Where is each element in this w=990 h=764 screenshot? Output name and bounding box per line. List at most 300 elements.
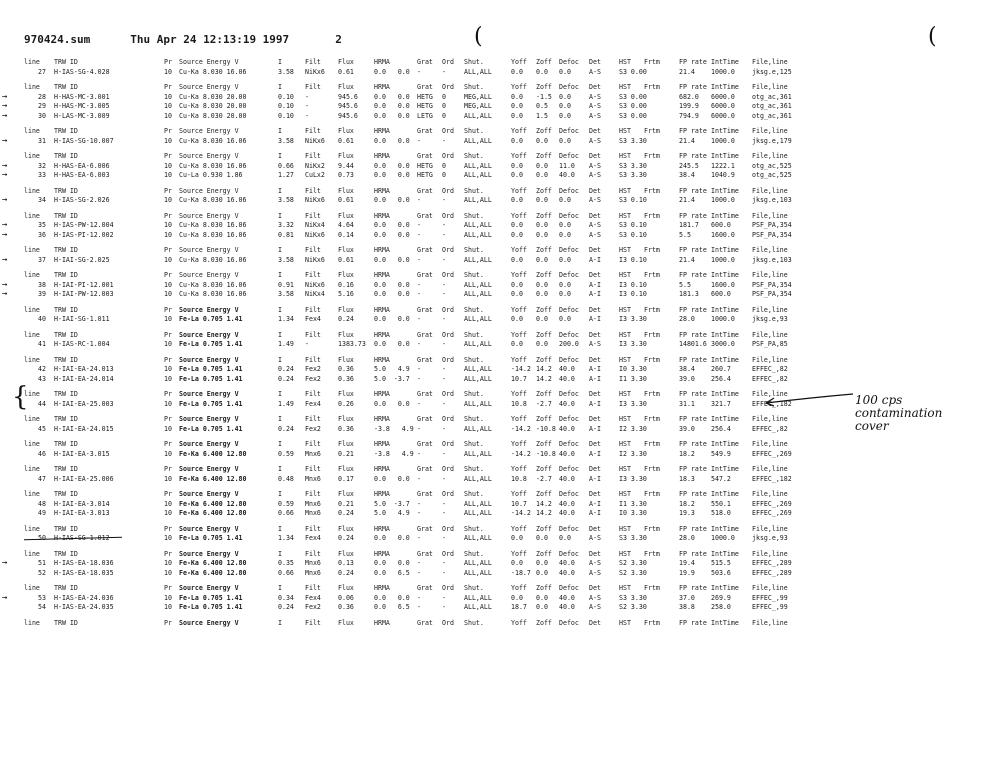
- cell-trw: H-IAI-EA-3.014: [54, 499, 110, 508]
- cell-fprate: 18.2: [679, 449, 695, 458]
- cell-hst: I3 3.30: [619, 474, 647, 483]
- cell-zoff: 0.0: [536, 593, 548, 602]
- cell-inttime: 1000.0: [711, 67, 735, 76]
- cell-hrma: 0.0 0.0: [374, 255, 410, 264]
- cell-src: Cu-Ka 8.030 20.00: [179, 92, 247, 101]
- cell-src: Fe-Ka 6.400 12.80: [179, 559, 247, 567]
- column-header-frtm: Frtm: [644, 330, 660, 339]
- cell-filt: NiKx6: [305, 136, 325, 145]
- column-header-shut: Shut.: [464, 152, 484, 160]
- column-header-frtm: Frtm: [644, 355, 660, 364]
- column-header-hst: HST: [619, 618, 631, 627]
- cell-shut: ALL,ALL: [464, 399, 492, 408]
- column-header-filt: Filt: [305, 415, 321, 423]
- column-header-hst: HST: [619, 305, 631, 314]
- column-header-line: line: [24, 271, 40, 279]
- cell-flux: 0.26: [338, 399, 354, 408]
- cell-flux: 0.06: [338, 593, 354, 602]
- column-header-src: Source Energy V: [179, 390, 239, 398]
- column-header-trw: TRW ID: [54, 465, 78, 473]
- cell-trw: H-IAS-RC-1.004: [54, 340, 110, 348]
- cell-i: 0.10: [278, 92, 294, 101]
- cell-hst: S2 3.30: [619, 603, 647, 611]
- cell-grat: -: [417, 399, 421, 408]
- cell-pr: 10: [164, 365, 172, 373]
- cell-fprate: 19.4: [679, 559, 695, 567]
- cell-shut: ALL,ALL: [464, 593, 492, 602]
- handwritten-arrow-icon: →: [2, 279, 8, 290]
- handwritten-arrow-icon: →: [2, 592, 8, 603]
- cell-line: 38: [38, 280, 46, 289]
- column-header-file: File,line: [752, 440, 788, 448]
- cell-grat: -: [417, 509, 421, 517]
- column-header-fprate: FP rate: [679, 524, 707, 533]
- column-header-inttime: IntTime: [711, 415, 739, 423]
- cell-line: 49: [38, 509, 46, 517]
- column-header-hrma: HRMA: [374, 465, 390, 473]
- column-header-ord: Ord: [442, 58, 454, 66]
- cell-det: A-I: [589, 280, 601, 289]
- cell-zoff: 0.0: [536, 221, 548, 229]
- cell-hrma: 0.0 0.0: [374, 171, 410, 179]
- handwritten-paren-mark: (: [928, 24, 937, 49]
- column-header-det: Det: [589, 305, 601, 314]
- cell-ord: -: [442, 290, 446, 298]
- cell-hrma: 0.0 0.0: [374, 221, 410, 229]
- column-header-inttime: IntTime: [711, 127, 739, 135]
- cell-defoc: 0.0: [559, 221, 571, 229]
- column-header-filt: Filt: [305, 524, 321, 533]
- column-header-file: File,line: [752, 415, 788, 423]
- cell-flux: 945.6: [338, 111, 358, 120]
- column-header-det: Det: [589, 549, 601, 558]
- cell-defoc: 0.0: [559, 534, 571, 542]
- cell-flux: 1383.73: [338, 340, 366, 348]
- cell-det: A-S: [589, 136, 601, 145]
- column-header-flux: Flux: [338, 549, 354, 558]
- cell-hrma: 5.0 4.9: [374, 509, 410, 517]
- cell-shut: ALL,ALL: [464, 534, 492, 542]
- column-header-inttime: IntTime: [711, 83, 739, 91]
- cell-zoff: 0.0: [536, 230, 548, 239]
- column-header-file: File,line: [752, 246, 788, 254]
- cell-ord: -: [442, 449, 446, 458]
- cell-filt: -: [305, 340, 309, 348]
- column-header-yoff: Yoff: [511, 246, 527, 254]
- cell-fprate: 181.3: [679, 290, 699, 298]
- column-header-defoc: Defoc: [559, 618, 579, 627]
- column-header-det: Det: [589, 127, 601, 135]
- cell-flux: 0.73: [338, 171, 354, 179]
- column-header-flux: Flux: [338, 271, 354, 279]
- cell-flux: 0.36: [338, 374, 354, 383]
- column-header-line: line: [24, 127, 40, 135]
- cell-yoff: 0.0: [511, 221, 523, 229]
- cell-pr: 10: [164, 474, 172, 483]
- cell-inttime: 6000.0: [711, 111, 735, 120]
- cell-filt: NiKx6: [305, 280, 325, 289]
- cell-shut: ALL,ALL: [464, 136, 492, 145]
- cell-i: 0.66: [278, 161, 294, 170]
- cell-line: 30: [38, 111, 46, 120]
- column-header-shut: Shut.: [464, 186, 484, 195]
- column-header-inttime: IntTime: [711, 246, 739, 254]
- cell-det: A-I: [589, 474, 601, 483]
- cell-hst: S3 0.00: [619, 67, 647, 76]
- column-header-i: I: [278, 246, 282, 254]
- cell-i: 0.34: [278, 593, 294, 602]
- column-header-i: I: [278, 330, 282, 339]
- cell-zoff: 0.0: [536, 315, 548, 323]
- cell-pr: 10: [164, 230, 172, 239]
- cell-defoc: 40.0: [559, 603, 575, 611]
- column-header-i: I: [278, 58, 282, 66]
- column-header-line: line: [24, 524, 40, 533]
- cell-shut: ALL,ALL: [464, 509, 492, 517]
- cell-defoc: 40.0: [559, 474, 575, 483]
- column-header-inttime: IntTime: [711, 549, 739, 558]
- column-header-hrma: HRMA: [374, 355, 390, 364]
- cell-pr: 10: [164, 92, 172, 101]
- handwritten-arrow-icon: →: [2, 135, 8, 146]
- cell-zoff: 0.0: [536, 67, 548, 76]
- column-header-file: File,line: [752, 330, 788, 339]
- handwritten-paren-mark: (: [474, 24, 483, 49]
- cell-inttime: 260.7: [711, 365, 731, 373]
- cell-fprate: 38.4: [679, 171, 695, 179]
- cell-flux: 0.24: [338, 534, 354, 542]
- cell-inttime: 1000.0: [711, 196, 735, 204]
- cell-file: PSF_PA,354: [752, 290, 792, 298]
- cell-fprate: 19.3: [679, 509, 695, 517]
- column-header-grat: Grat: [417, 390, 433, 398]
- cell-zoff: 0.0: [536, 280, 548, 289]
- column-header-ord: Ord: [442, 127, 454, 135]
- cell-hst: S3 0.10: [619, 196, 647, 204]
- cell-det: A-S: [589, 230, 601, 239]
- cell-yoff: 0.0: [511, 534, 523, 542]
- cell-pr: 10: [164, 340, 172, 348]
- column-header-shut: Shut.: [464, 271, 484, 279]
- handwritten-arrow-icon: →: [2, 170, 8, 180]
- cell-yoff: 0.0: [511, 136, 523, 145]
- cell-defoc: 200.0: [559, 340, 579, 348]
- cell-hrma: 0.0 0.0: [374, 136, 410, 145]
- annotation-line: contamination: [855, 406, 943, 420]
- cell-hrma: 0.0 0.0: [374, 111, 410, 120]
- cell-grat: -: [417, 474, 421, 483]
- column-header-hst: HST: [619, 524, 631, 533]
- cell-trw: H-IAI-SG-2.025: [54, 255, 110, 264]
- cell-pr: 10: [164, 161, 172, 170]
- cell-trw: H-HAS-EA-6.003: [54, 171, 110, 179]
- cell-file: EFFEC_,182: [752, 399, 792, 408]
- column-header-hrma: HRMA: [374, 618, 390, 627]
- cell-inttime: 269.9: [711, 593, 731, 602]
- cell-zoff: 14.2: [536, 365, 552, 373]
- cell-shut: ALL,ALL: [464, 67, 492, 76]
- column-header-src: Source Energy V: [179, 127, 239, 135]
- column-header-trw: TRW ID: [54, 152, 78, 160]
- column-header-inttime: IntTime: [711, 186, 739, 195]
- cell-yoff: 18.7: [511, 603, 527, 611]
- cell-file: PSF_PA,354: [752, 230, 792, 239]
- cell-hst: S3 3.30: [619, 534, 647, 542]
- cell-pr: 10: [164, 509, 172, 517]
- column-header-trw: TRW ID: [54, 211, 78, 220]
- cell-shut: ALL,ALL: [464, 230, 492, 239]
- column-header-yoff: Yoff: [511, 186, 527, 195]
- cell-yoff: 0.0: [511, 315, 523, 323]
- cell-filt: Fex2: [305, 603, 321, 611]
- column-header-hrma: HRMA: [374, 415, 390, 423]
- column-header-trw: TRW ID: [54, 440, 78, 448]
- column-header-zoff: Zoff: [536, 83, 552, 91]
- cell-line: 28: [38, 92, 46, 101]
- column-header-yoff: Yoff: [511, 390, 527, 398]
- cell-inttime: 1600.0: [711, 280, 735, 289]
- cell-hst: I0 3.30: [619, 509, 647, 517]
- cell-defoc: 40.0: [559, 568, 575, 577]
- cell-defoc: 40.0: [559, 374, 575, 383]
- column-header-yoff: Yoff: [511, 584, 527, 592]
- cell-filt: Mnx6: [305, 474, 321, 483]
- handwritten-arrow-icon: →: [2, 195, 8, 205]
- cell-zoff: 0.0: [536, 255, 548, 264]
- column-header-grat: Grat: [417, 246, 433, 254]
- cell-defoc: 40.0: [559, 449, 575, 458]
- cell-hst: I2 3.30: [619, 424, 647, 433]
- cell-grat: -: [417, 568, 421, 577]
- cell-det: A-S: [589, 593, 601, 602]
- cell-defoc: 40.0: [559, 171, 575, 179]
- column-header-flux: Flux: [338, 465, 354, 473]
- column-header-yoff: Yoff: [511, 152, 527, 160]
- cell-shut: ALL,ALL: [464, 111, 492, 120]
- column-header-line: line: [24, 211, 40, 220]
- cell-ord: -: [442, 559, 446, 567]
- handwritten-arrow-icon: →: [2, 254, 8, 265]
- column-header-i: I: [278, 83, 282, 91]
- column-header-zoff: Zoff: [536, 618, 552, 627]
- column-header-filt: Filt: [305, 58, 321, 66]
- column-header-fprate: FP rate: [679, 186, 707, 195]
- column-header-file: File,line: [752, 83, 788, 91]
- column-header-shut: Shut.: [464, 465, 484, 473]
- cell-line: 51: [38, 559, 46, 567]
- column-header-yoff: Yoff: [511, 127, 527, 135]
- cell-yoff: 0.0: [511, 290, 523, 298]
- column-header-filt: Filt: [305, 549, 321, 558]
- column-header-hrma: HRMA: [374, 330, 390, 339]
- cell-ord: -: [442, 67, 446, 76]
- column-header-line: line: [24, 618, 40, 627]
- column-header-src: Source Energy V: [179, 524, 239, 533]
- cell-file: jksg.e,103: [752, 196, 792, 204]
- cell-hst: I0 3.30: [619, 365, 647, 373]
- cell-src: Cu-Ka 8.030 16.06: [179, 196, 247, 204]
- cell-yoff: -14.2: [511, 509, 531, 517]
- cell-pr: 10: [164, 111, 172, 120]
- column-header-det: Det: [589, 584, 601, 592]
- cell-i: 1.27: [278, 171, 294, 179]
- column-header-grat: Grat: [417, 127, 433, 135]
- column-header-inttime: IntTime: [711, 465, 739, 473]
- cell-grat: -: [417, 290, 421, 298]
- cell-det: A-I: [589, 499, 601, 508]
- cell-defoc: 0.0: [559, 136, 571, 145]
- cell-pr: 10: [164, 315, 172, 323]
- cell-inttime: 256.4: [711, 424, 731, 433]
- cell-inttime: 549.9: [711, 449, 731, 458]
- column-header-yoff: Yoff: [511, 83, 527, 91]
- cell-flux: 5.16: [338, 290, 354, 298]
- cell-shut: ALL,ALL: [464, 340, 492, 348]
- cell-hrma: 0.0 0.0: [374, 67, 410, 76]
- cell-filt: NiKx6: [305, 230, 325, 239]
- cell-hrma: 0.0 0.0: [374, 196, 410, 204]
- column-header-det: Det: [589, 152, 601, 160]
- column-header-fprate: FP rate: [679, 618, 707, 627]
- column-header-pr: Pr: [164, 584, 172, 592]
- column-header-filt: Filt: [305, 246, 321, 254]
- cell-det: A-S: [589, 340, 601, 348]
- cell-zoff: -2.7: [536, 399, 552, 408]
- column-header-i: I: [278, 127, 282, 135]
- cell-defoc: 0.0: [559, 92, 571, 101]
- cell-ord: -: [442, 196, 446, 204]
- column-header-src: Source Energy V: [179, 440, 239, 448]
- cell-inttime: 1600.0: [711, 230, 735, 239]
- column-header-ord: Ord: [442, 305, 454, 314]
- cell-inttime: 547.2: [711, 474, 731, 483]
- cell-line: 31: [38, 136, 46, 145]
- column-header-flux: Flux: [338, 58, 354, 66]
- cell-file: PSF_PA,354: [752, 280, 792, 289]
- column-header-ord: Ord: [442, 390, 454, 398]
- cell-flux: 0.16: [338, 280, 354, 289]
- column-header-filt: Filt: [305, 305, 321, 314]
- column-header-fprate: FP rate: [679, 549, 707, 558]
- cell-shut: ALL,ALL: [464, 374, 492, 383]
- cell-i: 1.34: [278, 315, 294, 323]
- column-header-flux: Flux: [338, 246, 354, 254]
- column-header-defoc: Defoc: [559, 465, 579, 473]
- column-header-shut: Shut.: [464, 305, 484, 314]
- column-header-filt: Filt: [305, 355, 321, 364]
- column-header-det: Det: [589, 330, 601, 339]
- column-header-yoff: Yoff: [511, 211, 527, 220]
- cell-pr: 10: [164, 568, 172, 577]
- column-header-det: Det: [589, 524, 601, 533]
- cell-inttime: 1000.0: [711, 315, 735, 323]
- cell-hst: S3 3.30: [619, 136, 647, 145]
- cell-filt: CuLx2: [305, 171, 325, 179]
- column-header-inttime: IntTime: [711, 618, 739, 627]
- cell-defoc: 0.0: [559, 280, 571, 289]
- column-header-pr: Pr: [164, 83, 172, 91]
- cell-yoff: 0.0: [511, 255, 523, 264]
- column-header-i: I: [278, 415, 282, 423]
- cell-pr: 10: [164, 559, 172, 567]
- cell-hst: S3 0.10: [619, 221, 647, 229]
- cell-det: A-S: [589, 534, 601, 542]
- cell-line: 47: [38, 474, 46, 483]
- cell-trw: H-HAS-EA-6.006: [54, 161, 110, 170]
- column-header-filt: Filt: [305, 152, 321, 160]
- column-header-shut: Shut.: [464, 490, 484, 498]
- cell-pr: 10: [164, 196, 172, 204]
- column-header-filt: Filt: [305, 127, 321, 135]
- column-header-src: Source Energy V: [179, 211, 239, 220]
- column-header-trw: TRW ID: [54, 305, 78, 314]
- column-header-fprate: FP rate: [679, 355, 707, 364]
- cell-yoff: -14.2: [511, 365, 531, 373]
- column-header-line: line: [24, 549, 40, 558]
- cell-line: 54: [38, 603, 46, 611]
- cell-det: A-S: [589, 161, 601, 170]
- cell-src: Fe-La 0.705 1.41: [179, 534, 243, 542]
- cell-line: 45: [38, 424, 46, 433]
- handwritten-arrow-icon: →: [2, 91, 8, 102]
- cell-yoff: 0.0: [511, 67, 523, 76]
- cell-zoff: 0.0: [536, 171, 548, 179]
- column-header-inttime: IntTime: [711, 211, 739, 220]
- column-header-grat: Grat: [417, 490, 433, 498]
- cell-det: A-S: [589, 92, 601, 101]
- cell-fprate: 181.7: [679, 221, 699, 229]
- cell-grat: LETG: [417, 111, 433, 120]
- cell-hrma: 0.0 6.5: [374, 603, 410, 611]
- cell-trw: H-IAI-EA-24.014: [54, 374, 114, 383]
- cell-i: 0.66: [278, 568, 294, 577]
- column-header-hrma: HRMA: [374, 390, 390, 398]
- column-header-hst: HST: [619, 465, 631, 473]
- cell-ord: -: [442, 365, 446, 373]
- cell-flux: 0.61: [338, 255, 354, 264]
- cell-fprate: 21.4: [679, 255, 695, 264]
- cell-src: Fe-Ka 6.400 12.80: [179, 499, 247, 508]
- column-header-src: Source Energy V: [179, 83, 239, 91]
- cell-line: 34: [38, 196, 46, 204]
- handwritten-arrow-icon: →: [2, 110, 8, 121]
- column-header-inttime: IntTime: [711, 524, 739, 533]
- column-header-hst: HST: [619, 355, 631, 364]
- column-header-fprate: FP rate: [679, 415, 707, 423]
- cell-file: EFFEC_,82: [752, 424, 788, 433]
- cell-i: 0.59: [278, 499, 294, 508]
- cell-det: A-I: [589, 374, 601, 383]
- cell-line: 27: [38, 67, 46, 76]
- column-header-flux: Flux: [338, 305, 354, 314]
- cell-pr: 10: [164, 593, 172, 602]
- column-header-yoff: Yoff: [511, 549, 527, 558]
- cell-inttime: 258.0: [711, 603, 731, 611]
- cell-line: 48: [38, 499, 46, 508]
- cell-fprate: 38.8: [679, 603, 695, 611]
- column-header-det: Det: [589, 390, 601, 398]
- cell-shut: MEG,ALL: [464, 92, 492, 101]
- cell-zoff: 14.2: [536, 499, 552, 508]
- column-header-hst: HST: [619, 271, 631, 279]
- column-header-file: File,line: [752, 618, 788, 627]
- cell-pr: 10: [164, 449, 172, 458]
- column-header-grat: Grat: [417, 211, 433, 220]
- cell-zoff: 0.0: [536, 136, 548, 145]
- column-header-hrma: HRMA: [374, 490, 390, 498]
- column-header-grat: Grat: [417, 524, 433, 533]
- cell-inttime: 600.0: [711, 290, 731, 298]
